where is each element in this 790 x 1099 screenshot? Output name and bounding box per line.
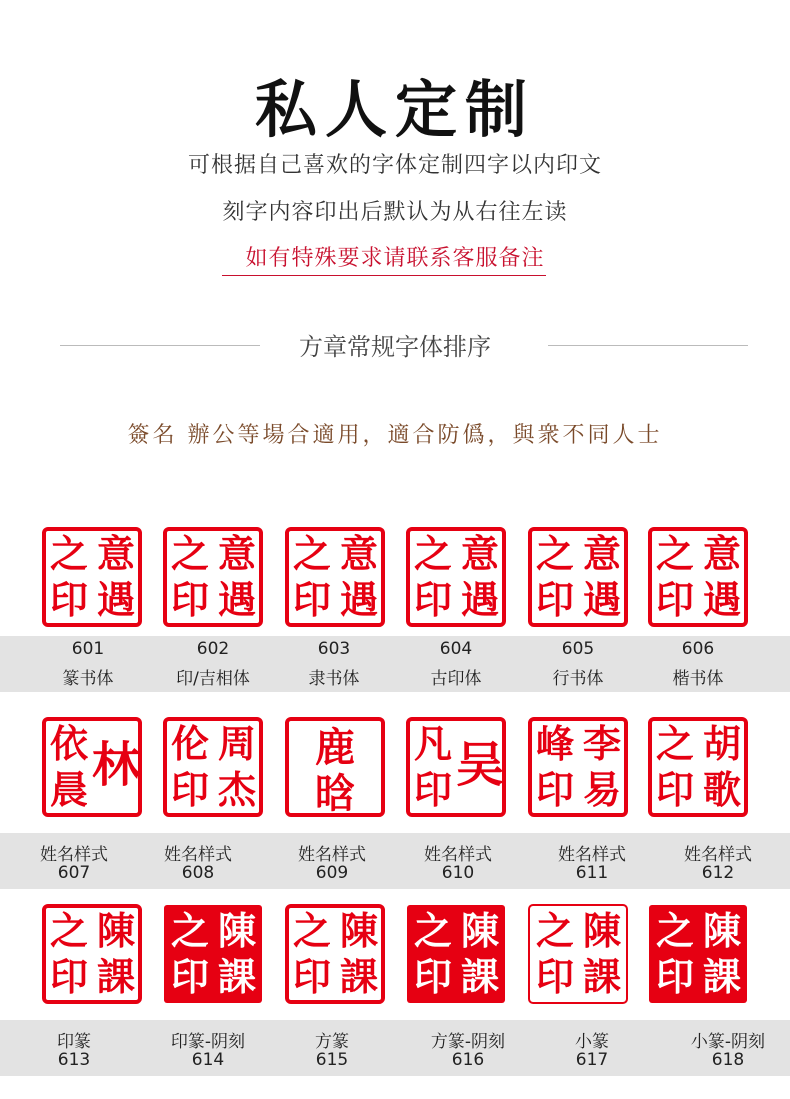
seal-char: 意	[582, 531, 622, 576]
seal-601	[42, 527, 142, 627]
seal-char: 印	[655, 767, 695, 812]
seal-char: 印	[535, 954, 575, 999]
seal-char: 課	[217, 954, 257, 999]
seal-char: 陳	[582, 908, 622, 953]
seal-label: 方篆	[315, 1032, 349, 1052]
seal-612	[648, 717, 748, 817]
seal-label: 姓名样式	[424, 845, 492, 865]
seal-code: 604	[439, 639, 473, 659]
seal-603	[285, 527, 385, 627]
section-divider-right	[548, 345, 748, 346]
seal-code: 607	[57, 863, 91, 883]
seal-code: 603	[317, 639, 351, 659]
seal-char: 課	[582, 954, 622, 999]
seal-label: 古印体	[430, 669, 482, 689]
seal-char: 課	[702, 954, 742, 999]
seal-code: 601	[71, 639, 105, 659]
seal-label: 姓名样式	[684, 845, 752, 865]
seal-char: 之	[170, 531, 210, 576]
seal-617	[528, 904, 628, 1004]
seal-code: 606	[681, 639, 715, 659]
seal-char: 林	[91, 737, 141, 793]
seal-code: 605	[561, 639, 595, 659]
seal-char: 依	[49, 721, 89, 766]
seal-char: 印	[655, 954, 695, 999]
seal-char: 周	[217, 721, 257, 766]
intro-line-1: 可根据自己喜欢的字体定制四字以内印文	[187, 153, 602, 178]
seal-label: 方篆-阴刻	[430, 1032, 506, 1052]
seal-char: 凡	[413, 721, 453, 766]
seal-char: 之	[292, 531, 332, 576]
seal-char: 吴	[455, 737, 505, 793]
seal-char: 陳	[460, 908, 500, 953]
seal-604	[406, 527, 506, 627]
seal-char: 晨	[49, 767, 89, 812]
seal-char: 易	[582, 767, 622, 812]
seal-611	[528, 717, 628, 817]
seal-618	[648, 904, 748, 1004]
seal-char: 意	[460, 531, 500, 576]
seal-code: 615	[315, 1050, 349, 1070]
seal-label: 行书体	[552, 669, 604, 689]
seal-code: 602	[196, 639, 230, 659]
seal-char: 印	[49, 954, 89, 999]
seal-char: 印	[655, 577, 695, 622]
seal-615	[285, 904, 385, 1004]
seal-char: 杰	[217, 767, 257, 812]
seal-char: 印	[535, 767, 575, 812]
seal-char: 之	[535, 531, 575, 576]
seal-code: 617	[575, 1050, 609, 1070]
seal-char: 遇	[460, 577, 500, 622]
seal-char: 之	[292, 908, 332, 953]
seal-char: 遇	[217, 577, 257, 622]
seal-614	[163, 904, 263, 1004]
seal-char: 之	[49, 531, 89, 576]
seal-char: 課	[460, 954, 500, 999]
seal-char: 課	[96, 954, 136, 999]
seal-char: 陳	[96, 908, 136, 953]
seal-code: 611	[575, 863, 609, 883]
seal-char: 鹿	[315, 724, 355, 771]
seal-char: 之	[170, 908, 210, 953]
seal-char: 晗	[315, 770, 355, 817]
seal-char: 之	[413, 908, 453, 953]
seal-char: 遇	[702, 577, 742, 622]
seal-label: 印/吉相体	[176, 669, 250, 689]
seal-602	[163, 527, 263, 627]
seal-char: 遇	[339, 577, 379, 622]
seal-char: 遇	[96, 577, 136, 622]
seal-606	[648, 527, 748, 627]
seal-code: 618	[711, 1050, 745, 1070]
seal-char: 伦	[170, 721, 210, 766]
seal-char: 胡	[702, 721, 742, 766]
seal-char: 意	[702, 531, 742, 576]
seal-char: 之	[655, 531, 695, 576]
seal-char: 意	[339, 531, 379, 576]
seal-label: 姓名样式	[558, 845, 626, 865]
seal-label: 印篆-阴刻	[170, 1032, 246, 1052]
seal-label: 隶书体	[308, 669, 360, 689]
seal-char: 遇	[582, 577, 622, 622]
seal-char: 印	[413, 767, 453, 812]
page-title: 私人定制	[254, 73, 535, 146]
seal-613	[42, 904, 142, 1004]
intro-line-3: 如有特殊要求请联系客服备注	[245, 246, 545, 271]
seal-char: 李	[582, 721, 622, 766]
seal-label: 姓名样式	[40, 845, 108, 865]
slogan: 簽名 辦公等場合適用，適合防僞，與衆不同人士	[127, 423, 663, 448]
seal-code: 609	[315, 863, 349, 883]
seal-605	[528, 527, 628, 627]
seal-char: 之	[535, 908, 575, 953]
seal-char: 印	[292, 954, 332, 999]
seal-char: 陳	[339, 908, 379, 953]
seal-label: 小篆-阴刻	[690, 1032, 766, 1052]
seal-char: 印	[170, 577, 210, 622]
seal-code: 610	[441, 863, 475, 883]
seal-code: 608	[181, 863, 215, 883]
seal-char: 課	[339, 954, 379, 999]
section-title: 方章常规字体排序	[299, 333, 491, 361]
seal-char: 之	[655, 721, 695, 766]
seal-code: 614	[191, 1050, 225, 1070]
seal-char: 意	[96, 531, 136, 576]
seal-label: 姓名样式	[164, 845, 232, 865]
seal-label: 楷书体	[672, 669, 724, 689]
seal-char: 印	[535, 577, 575, 622]
seal-char: 之	[655, 908, 695, 953]
intro-line-2: 刻字内容印出后默认为从右往左读	[222, 200, 568, 225]
seal-label: 篆书体	[62, 669, 114, 689]
seal-label: 小篆	[575, 1032, 609, 1052]
seal-char: 陳	[217, 908, 257, 953]
seal-char: 陳	[702, 908, 742, 953]
seal-char: 印	[292, 577, 332, 622]
seal-code: 616	[451, 1050, 485, 1070]
seal-char: 印	[49, 577, 89, 622]
seal-609	[285, 717, 385, 817]
underline	[222, 275, 546, 276]
seal-char: 印	[413, 954, 453, 999]
seal-char: 印	[170, 954, 210, 999]
seal-char: 意	[217, 531, 257, 576]
seal-char: 之	[413, 531, 453, 576]
seal-char: 印	[413, 577, 453, 622]
seal-code: 612	[701, 863, 735, 883]
seal-code: 613	[57, 1050, 91, 1070]
seal-607	[42, 717, 142, 817]
seal-char: 之	[49, 908, 89, 953]
seal-label: 印篆	[57, 1032, 91, 1052]
seal-616	[406, 904, 506, 1004]
seal-608	[163, 717, 263, 817]
seal-char: 歌	[702, 767, 742, 812]
seal-char: 印	[170, 767, 210, 812]
seal-610	[406, 717, 506, 817]
seal-char: 峰	[535, 721, 575, 766]
seal-label: 姓名样式	[298, 845, 366, 865]
